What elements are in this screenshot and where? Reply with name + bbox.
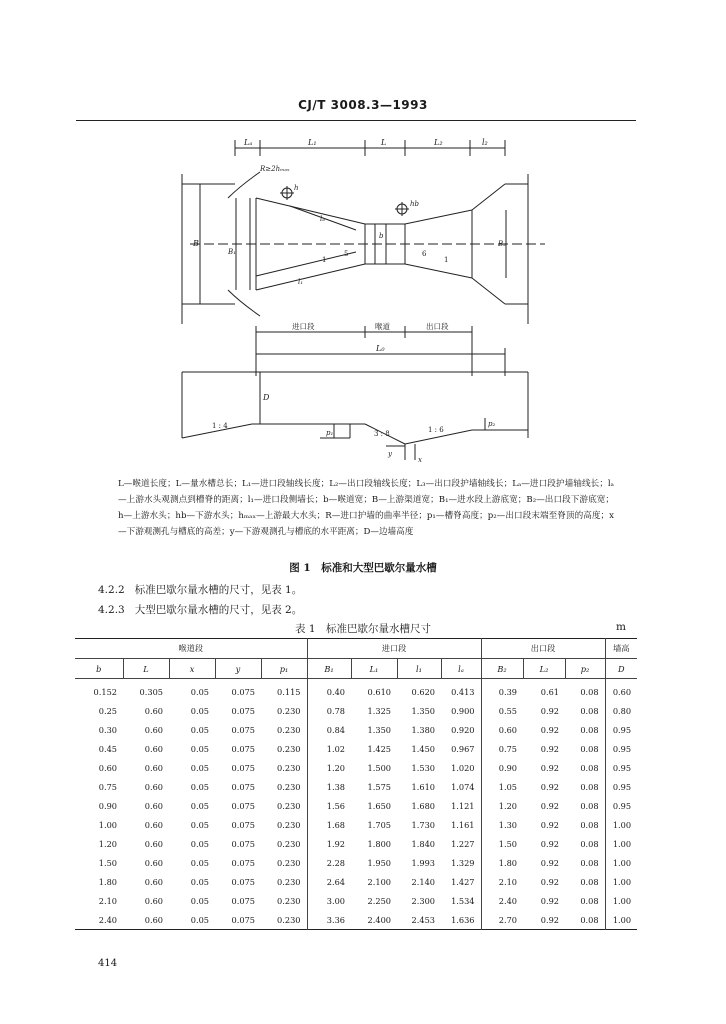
dim-l2: L₂	[434, 138, 443, 147]
table-cell: 0.92	[540, 838, 560, 849]
table-cell: 0.08	[580, 819, 599, 830]
table-cell: 0.08	[580, 876, 599, 887]
table-cell: 1.05	[481, 777, 523, 796]
table-cell: 0.075	[231, 914, 255, 925]
table-cell: 0.05	[190, 819, 209, 830]
radius-label: R≥2hₘₐₓ	[260, 165, 290, 173]
slope-16: 1 : 6	[428, 426, 444, 434]
table-cell: 0.920	[451, 724, 475, 735]
table-row	[75, 758, 637, 777]
table-cell: 0.230	[277, 781, 301, 792]
group-wall-height: 墙高	[605, 639, 637, 659]
table-cell: 0.60	[144, 743, 163, 754]
table-cell: 0.05	[190, 838, 209, 849]
table-cell: 0.230	[277, 743, 301, 754]
table-cell: 0.08	[580, 724, 599, 735]
elevation-view	[182, 372, 528, 464]
table-cell: 0.60	[605, 679, 637, 702]
clause-number: 4.2.3	[98, 604, 125, 616]
table-cell: 0.92	[540, 743, 560, 754]
clause-4-2-2	[98, 582, 302, 597]
col-header: p₁	[261, 659, 307, 679]
table-row	[75, 891, 637, 910]
table-cell: 0.60	[144, 895, 163, 906]
table-cell: 0.40	[307, 679, 351, 702]
table-cell: 1.20	[307, 758, 351, 777]
dim-l2-small: l₂	[482, 138, 488, 147]
table-cell: 1.575	[367, 781, 391, 792]
table-cell: 0.08	[580, 895, 599, 906]
table-cell: 0.92	[540, 724, 560, 735]
dim-l1: L₁	[308, 138, 317, 147]
dimension-table	[75, 638, 637, 930]
table-cell: 0.075	[231, 895, 255, 906]
table-cell: 1.161	[451, 819, 475, 830]
table-cell: 1.121	[451, 800, 475, 811]
table-cell: 0.75	[481, 739, 523, 758]
table-cell: 0.230	[277, 857, 301, 868]
y-label: y	[388, 450, 392, 458]
table-row	[75, 910, 637, 930]
table-cell: 1.950	[367, 857, 391, 868]
table-cell: 2.70	[481, 910, 523, 930]
table-cell: 0.92	[540, 800, 560, 811]
table-cell: 0.230	[277, 800, 301, 811]
table-cell: 0.60	[144, 819, 163, 830]
table-cell: 0.95	[605, 739, 637, 758]
table-cell: 0.45	[98, 743, 117, 754]
table-cell: 1.56	[307, 796, 351, 815]
table-cell: 0.620	[411, 686, 435, 697]
table-cell: 0.08	[580, 838, 599, 849]
section-outlet: 出口段	[426, 322, 449, 331]
clause-text: 大型巴歇尔量水槽的尺寸，见表 2。	[134, 604, 303, 616]
table-cell: 0.05	[190, 724, 209, 735]
l-total-label: L₀	[376, 344, 385, 353]
table-cell: 1.00	[605, 853, 637, 872]
section-throat: 喉道	[375, 322, 390, 331]
table-cell: 0.05	[190, 743, 209, 754]
table-row	[75, 720, 637, 739]
table-cell: 0.230	[277, 895, 301, 906]
B2-label: B₂	[498, 240, 506, 248]
table-cell: 0.08	[580, 743, 599, 754]
figure-caption: 图 1 标准和大型巴歇尔量水槽	[289, 562, 437, 574]
table-cell: 0.25	[98, 705, 117, 716]
table-cell: 1.500	[367, 762, 391, 773]
slope-out-left: 6	[422, 250, 427, 258]
table-cell: 1.450	[411, 743, 435, 754]
slope-apron: 1 : 4	[212, 422, 228, 430]
table-cell: 1.636	[451, 914, 475, 925]
l1-label: l₁	[298, 278, 304, 286]
table-cell: 2.300	[411, 895, 435, 906]
table-row	[75, 739, 637, 758]
figure-legend: L—喉道长度；L—量水槽总长；L₁—进口段轴线长度；L₂—出口段轴线长度；L₃—出口段护墙轴线长；Lₐ—进口段护墙轴线长；lₐ—上游水头观测点到槽脊的距离；l₁—进口段侧墙长；b—喉道宽；B—上游渠道宽；B₁—进水段上游底宽；B₂—出口段下游底宽；h—上游水头；hb—下游水头；hₘₐₓ—上游最大水头；R—进口护墙的曲率半径；p₁—槽脊高度；p₂—出口段末端至脊顶的高度；x—下游观测孔与槽底的高差；y—下游观测孔与槽底的水平距离；D—边墙高度	[118, 479, 614, 537]
group-throat: 喉道段	[75, 639, 307, 659]
col-header: x	[169, 659, 215, 679]
table-cell: 0.230	[277, 705, 301, 716]
table-cell: 0.05	[190, 686, 209, 697]
parshall-flume-figure	[160, 126, 570, 466]
table-cell: 0.075	[231, 762, 255, 773]
table-cell: 0.92	[540, 895, 560, 906]
dim-l: L	[381, 138, 387, 147]
table-cell: 1.650	[367, 800, 391, 811]
table-cell: 0.05	[190, 705, 209, 716]
col-header: lₐ	[441, 659, 481, 679]
table-cell: 1.427	[451, 876, 475, 887]
table-cell: 1.730	[411, 819, 435, 830]
table-cell: 1.840	[411, 838, 435, 849]
table-row	[75, 815, 637, 834]
top-dimension-chain	[235, 138, 505, 156]
table-body	[75, 679, 637, 930]
col-header: L₁	[351, 659, 397, 679]
table-cell: 0.075	[231, 838, 255, 849]
hb-label: hb	[410, 200, 419, 208]
table-cell: 1.705	[367, 819, 391, 830]
table-cell: 0.55	[481, 701, 523, 720]
table-cell: 0.61	[540, 686, 560, 697]
table-cell: 0.413	[451, 686, 475, 697]
table-cell: 0.08	[580, 857, 599, 868]
table-title: 表 1 标准巴歇尔量水槽尺寸	[294, 623, 432, 635]
table-cell: 0.08	[580, 914, 599, 925]
table-cell: 1.20	[98, 838, 117, 849]
plan-view	[182, 165, 545, 324]
table-cell: 0.08	[580, 800, 599, 811]
col-header: y	[215, 659, 261, 679]
table-cell: 1.02	[307, 739, 351, 758]
page-number: 414	[98, 958, 118, 969]
table-cell: 0.60	[481, 720, 523, 739]
table-cell: 2.64	[307, 872, 351, 891]
table-cell: 0.05	[190, 762, 209, 773]
table-cell: 0.08	[580, 705, 599, 716]
table-cell: 1.50	[481, 834, 523, 853]
table-cell: 0.60	[144, 705, 163, 716]
table-cell: 1.610	[411, 781, 435, 792]
p1-label: p₁	[326, 429, 334, 437]
table-cell: 1.00	[605, 834, 637, 853]
table-cell: 2.10	[98, 895, 117, 906]
table-unit: m	[616, 621, 626, 633]
table-cell: 0.230	[277, 762, 301, 773]
table-cell: 0.230	[277, 838, 301, 849]
table-cell: 0.08	[580, 686, 599, 697]
table-cell: 2.10	[481, 872, 523, 891]
la-label: lₐ	[320, 215, 325, 223]
table-cell: 0.610	[367, 686, 391, 697]
table-cell: 1.074	[451, 781, 475, 792]
table-cell: 0.92	[540, 819, 560, 830]
table-cell: 1.00	[98, 819, 117, 830]
table-cell: 1.00	[605, 815, 637, 834]
table-cell: 1.92	[307, 834, 351, 853]
table-cell: 1.50	[98, 857, 117, 868]
table-cell: 2.40	[98, 914, 117, 925]
table-cell: 1.227	[451, 838, 475, 849]
table-cell: 0.230	[277, 819, 301, 830]
table-cell: 1.534	[451, 895, 475, 906]
col-header: l₁	[397, 659, 441, 679]
table-cell: 1.325	[367, 705, 391, 716]
b-label: b	[379, 232, 384, 240]
section-dimension-chain	[256, 321, 505, 376]
table-cell: 0.230	[277, 876, 301, 887]
table-cell: 0.92	[540, 857, 560, 868]
table-cell: 0.39	[481, 679, 523, 702]
d-label: D	[263, 393, 270, 402]
table-row	[75, 777, 637, 796]
table-cell: 1.380	[411, 724, 435, 735]
col-header: B₂	[481, 659, 523, 679]
table-cell: 0.75	[98, 781, 117, 792]
table-cell: 0.08	[580, 762, 599, 773]
clause-number: 4.2.2	[98, 584, 125, 596]
table-cell: 0.075	[231, 724, 255, 735]
table-cell: 1.680	[411, 800, 435, 811]
col-header: D	[605, 659, 637, 679]
table-cell: 0.95	[605, 777, 637, 796]
table-cell: 0.92	[540, 876, 560, 887]
table-cell: 0.115	[277, 686, 301, 697]
table-cell: 1.38	[307, 777, 351, 796]
table-cell: 0.95	[605, 720, 637, 739]
table-cell: 1.329	[451, 857, 475, 868]
table-cell: 0.152	[93, 686, 117, 697]
table-cell: 0.92	[540, 762, 560, 773]
col-header: b	[75, 659, 123, 679]
table-row	[75, 679, 637, 702]
table-cell: 0.05	[190, 895, 209, 906]
table-cell: 0.60	[144, 838, 163, 849]
table-cell: 0.90	[481, 758, 523, 777]
table-cell: 0.05	[190, 800, 209, 811]
table-row	[75, 796, 637, 815]
table-cell: 0.05	[190, 857, 209, 868]
slope-38: 3 : 8	[374, 430, 390, 438]
slope-in-left: 1	[322, 256, 327, 264]
table-cell: 0.075	[231, 876, 255, 887]
group-outlet: 出口段	[481, 639, 605, 659]
table-cell: 1.020	[451, 762, 475, 773]
dim-la: Lₐ	[244, 138, 253, 147]
table-cell: 2.100	[367, 876, 391, 887]
table-cell: 0.60	[144, 857, 163, 868]
header-rule	[76, 120, 636, 121]
table-cell: 0.967	[451, 743, 475, 754]
table-cell: 1.00	[605, 910, 637, 930]
slope-in-right: 5	[344, 250, 349, 258]
table-cell: 0.05	[190, 914, 209, 925]
table-cell: 0.05	[190, 876, 209, 887]
table-cell: 0.84	[307, 720, 351, 739]
table-cell: 2.400	[367, 914, 391, 925]
table-cell: 0.230	[277, 724, 301, 735]
table-cell: 1.00	[605, 891, 637, 910]
table-cell: 0.075	[231, 819, 255, 830]
p2-label: p₂	[488, 420, 496, 428]
table-cell: 0.60	[144, 762, 163, 773]
table-cell: 1.800	[367, 838, 391, 849]
B1-label: B₁	[228, 248, 236, 256]
table-cell: 1.530	[411, 762, 435, 773]
table-cell: 0.075	[231, 781, 255, 792]
table-cell: 1.80	[98, 876, 117, 887]
table-cell: 0.30	[98, 724, 117, 735]
table-cell: 0.60	[144, 800, 163, 811]
x-label: x	[418, 456, 422, 464]
table-cell: 1.80	[481, 853, 523, 872]
table-cell: 1.68	[307, 815, 351, 834]
table-cell: 2.40	[481, 891, 523, 910]
col-header: B₁	[307, 659, 351, 679]
table-cell: 0.075	[231, 705, 255, 716]
table-cell: 1.350	[411, 705, 435, 716]
table-row	[75, 834, 637, 853]
group-header-row	[75, 639, 637, 659]
table-cell: 0.05	[190, 781, 209, 792]
table-cell: 0.90	[98, 800, 117, 811]
table-cell: 0.92	[540, 781, 560, 792]
standard-code: CJ/T 3008.3—1993	[298, 98, 428, 112]
table-cell: 1.350	[367, 724, 391, 735]
section-inlet: 进口段	[292, 322, 315, 331]
table-cell: 1.00	[605, 872, 637, 891]
table-cell: 0.08	[580, 781, 599, 792]
table-cell: 2.28	[307, 853, 351, 872]
table-cell: 0.95	[605, 758, 637, 777]
table-cell: 0.92	[540, 914, 560, 925]
group-inlet: 进口段	[307, 639, 481, 659]
table-cell: 0.95	[605, 796, 637, 815]
table-cell: 2.250	[367, 895, 391, 906]
column-header-row	[75, 659, 637, 679]
table-cell: 1.20	[481, 796, 523, 815]
table-row	[75, 872, 637, 891]
table-cell: 0.305	[139, 686, 163, 697]
table-cell: 0.60	[144, 914, 163, 925]
table-cell: 2.140	[411, 876, 435, 887]
table-cell: 0.92	[540, 705, 560, 716]
table-cell: 3.36	[307, 910, 351, 930]
table-cell: 0.60	[144, 781, 163, 792]
table-cell: 2.453	[411, 914, 435, 925]
table-row	[75, 853, 637, 872]
table-cell: 0.60	[144, 876, 163, 887]
h-label: h	[294, 184, 299, 192]
table-cell: 0.075	[231, 743, 255, 754]
table-cell: 3.00	[307, 891, 351, 910]
clause-4-2-3	[98, 602, 302, 617]
table-cell: 0.78	[307, 701, 351, 720]
table-cell: 0.60	[98, 762, 117, 773]
table-cell: 1.425	[367, 743, 391, 754]
table-cell: 0.075	[231, 857, 255, 868]
clause-text: 标准巴歇尔量水槽的尺寸，见表 1。	[134, 584, 303, 596]
slope-out-right: 1	[444, 256, 449, 264]
B-label: B	[193, 239, 199, 248]
table-row	[75, 701, 637, 720]
col-header: L	[123, 659, 169, 679]
table-cell: 1.993	[411, 857, 435, 868]
table-cell: 1.30	[481, 815, 523, 834]
table-cell: 0.900	[451, 705, 475, 716]
table-cell: 0.075	[231, 800, 255, 811]
table-cell: 0.075	[231, 686, 255, 697]
table-cell: 0.80	[605, 701, 637, 720]
col-header: p₂	[565, 659, 605, 679]
table-cell: 0.230	[277, 914, 301, 925]
col-header: L₂	[523, 659, 565, 679]
table-cell: 0.60	[144, 724, 163, 735]
